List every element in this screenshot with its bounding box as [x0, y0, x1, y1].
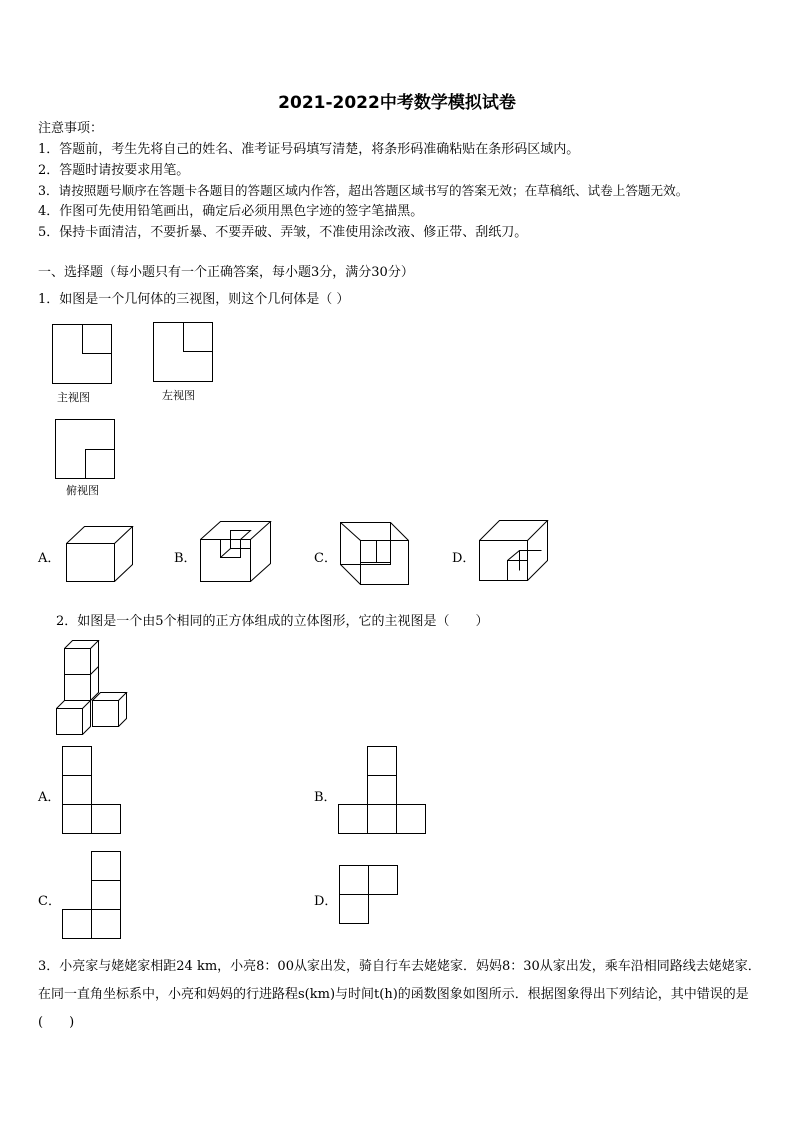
q1-option-c-label: C． [314, 551, 337, 566]
q1-left-view-figure [153, 322, 215, 384]
q1-option-a-label: A． [38, 551, 61, 566]
q1-stem: 1．如图是一个几何体的三视图，则这个几何体是（ ） [38, 292, 350, 307]
q1-option-b-solid [200, 521, 274, 585]
notice-heading: 注意事项： [38, 121, 104, 136]
notice-item-1: 1．答题前，考生先将自己的姓名、准考证号码填写清楚，将条形码准确粘贴在条形码区域内。 [38, 142, 580, 157]
q2-option-d-figure [339, 865, 401, 927]
q1-option-d-label: D． [452, 551, 476, 566]
notice-item-4: 4．作图可先使用铅笔画出，确定后必须用黑色字迹的签字笔描黑。 [38, 204, 424, 219]
q1-top-view-figure [55, 419, 117, 481]
q2-stem: 2．如图是一个由5个相同的正方体组成的立体图形，它的主视图是（ ） [56, 614, 489, 629]
q1-option-a-cube [66, 526, 136, 586]
q2-option-b-label: B． [314, 790, 337, 805]
q2-solid-figure [56, 639, 132, 737]
section-heading: 一、选择题（每小题只有一个正确答案，每小题3分，满分30分） [38, 265, 414, 280]
q2-option-a-figure [62, 746, 124, 838]
notice-item-2: 2．答题时请按要求用笔。 [38, 163, 190, 178]
q1-option-c-solid [340, 522, 412, 588]
q1-top-view-label: 俯视图 [66, 484, 99, 497]
q1-front-view-figure [52, 324, 114, 386]
notice-item-5: 5．保持卡面清洁，不要折暴、不要弄破、弄皱，不准使用涂改液、修正带、刮纸刀。 [38, 225, 528, 240]
q2-option-d-label: D． [314, 894, 338, 909]
q3-stem: 3．小亮家与姥姥家相距24 km，小亮8：00从家出发，骑自行车去姥姥家．妈妈8：30从家出发，乘车沿相同路线去姥姥家．在同一直角坐标系中，小亮和妈妈的行进路程s(km)与时间t(h)的函数图象如图所示．根据图象得出下列结论，其中错误的是( ) [38, 959, 761, 1030]
q2-option-c-label: C． [38, 894, 61, 909]
notice-item-3: 3．请按照题号顺序在答题卡各题目的答题区域内作答，超出答题区域书写的答案无效；在草稿纸、试卷上答题无效。 [38, 183, 689, 198]
page-title: 2021-2022中考数学模拟试卷 [278, 93, 516, 113]
q1-front-view-label: 主视图 [57, 391, 90, 404]
q1-left-view-label: 左视图 [162, 389, 195, 402]
q2-option-a-label: A． [38, 790, 61, 805]
q2-option-c-figure [62, 851, 124, 943]
q1-option-d-solid [479, 520, 551, 584]
q2-option-b-figure [338, 746, 430, 838]
q1-option-b-label: B． [174, 551, 197, 566]
